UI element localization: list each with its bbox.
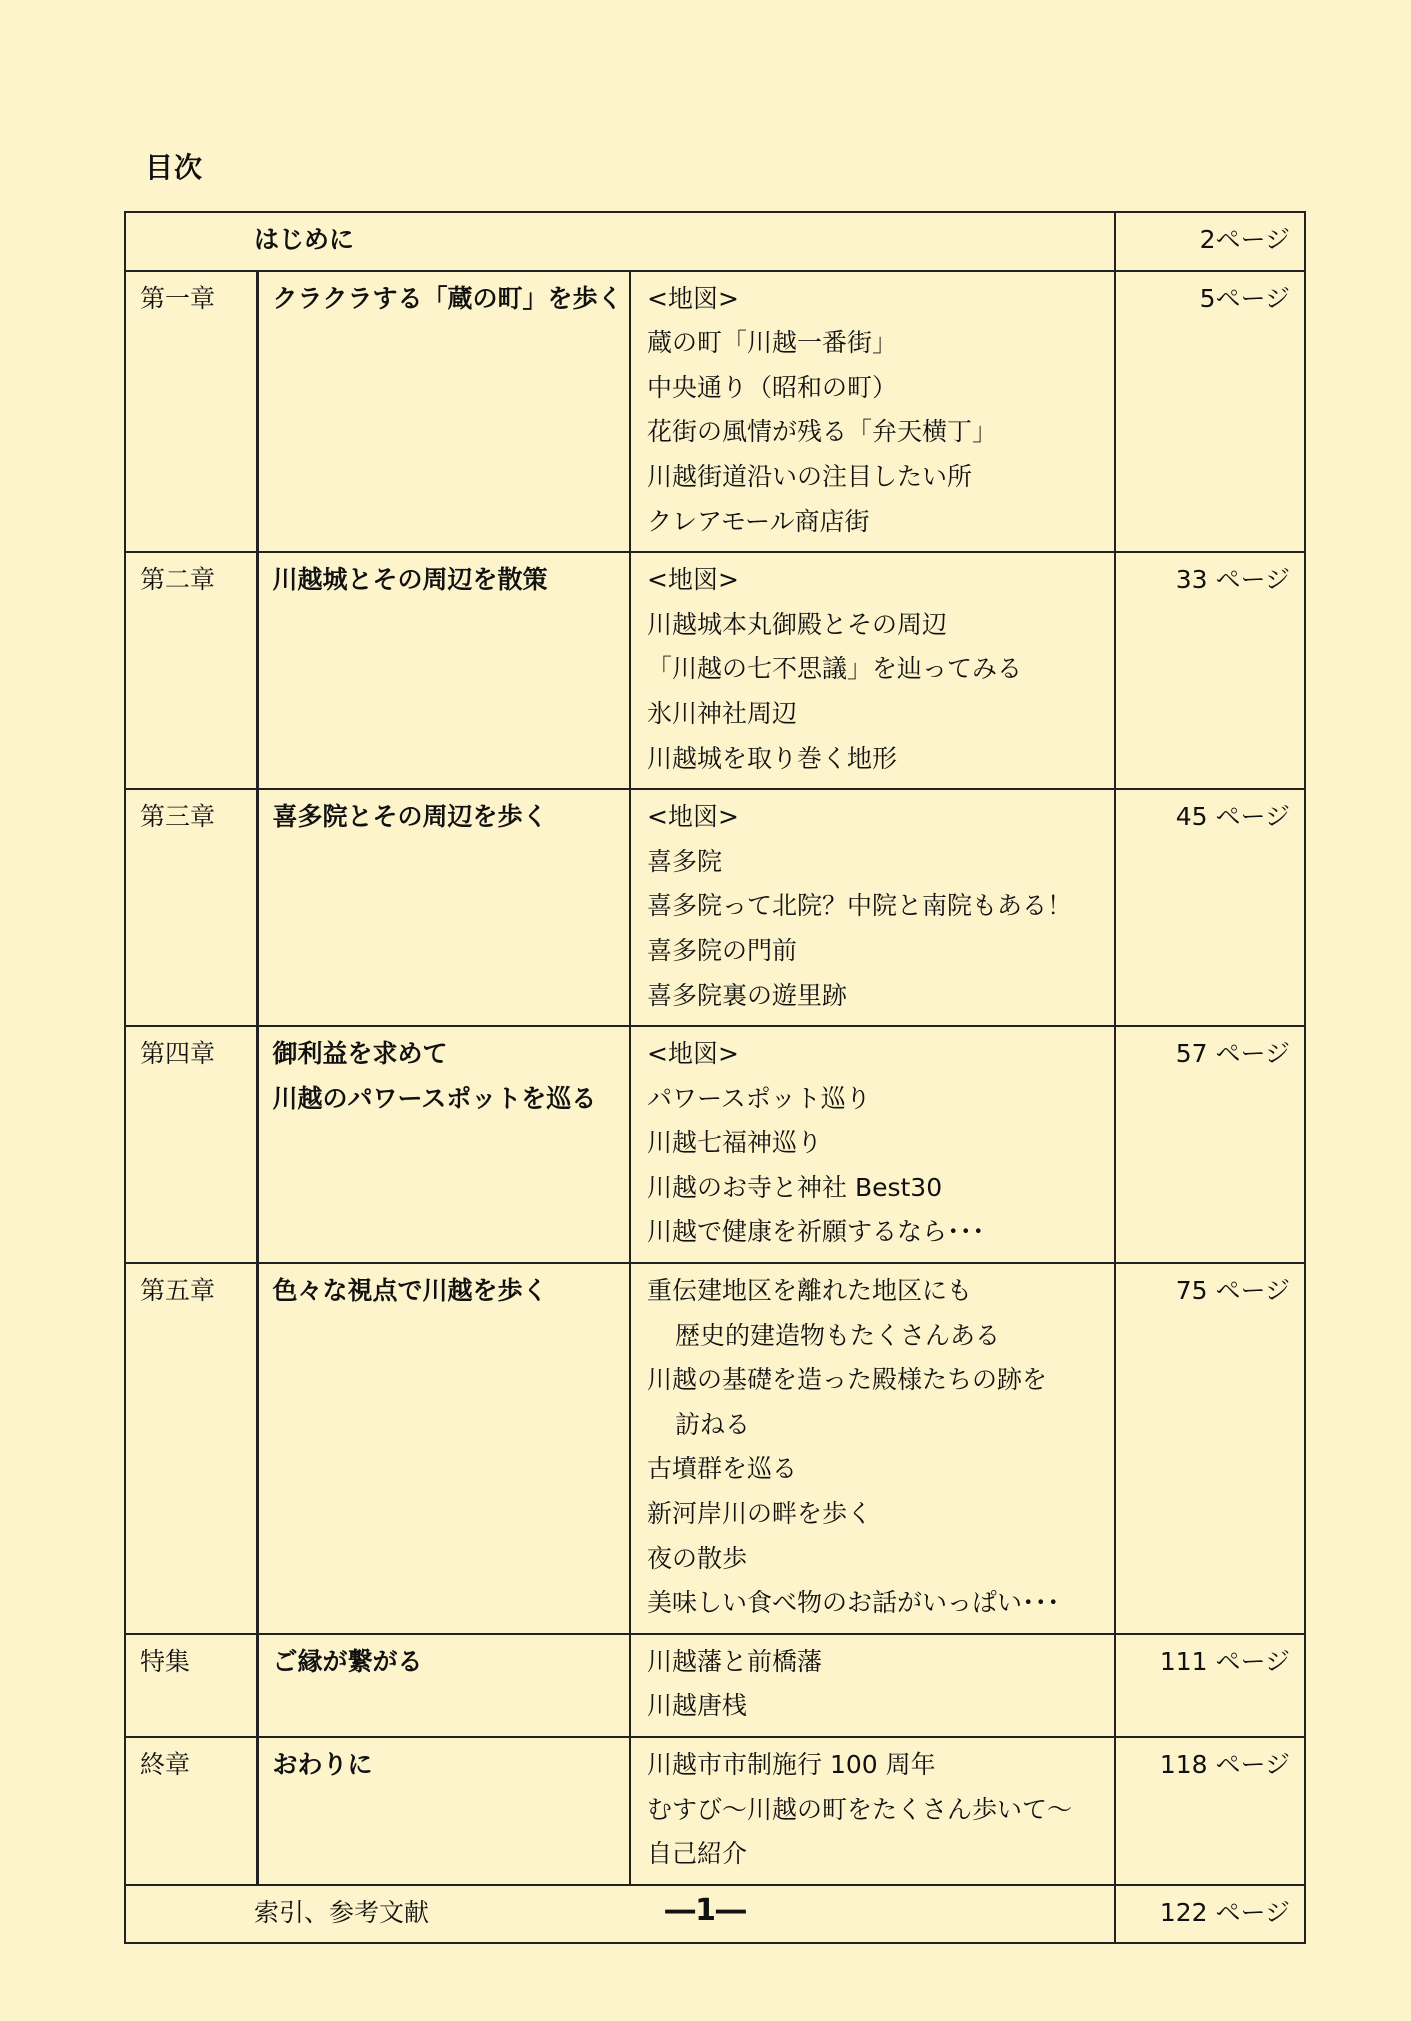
toc-table <box>124 211 1306 1944</box>
chapter-item: 重伝建地区を離れた地区にも <box>647 1276 973 1306</box>
chapter-page: 45 ページ <box>1115 789 1305 1026</box>
chapter-item: 蔵の町「川越一番街」 <box>647 328 898 358</box>
chapter-title <box>257 552 630 789</box>
chapter-items <box>630 789 1115 1026</box>
chapter-item: 川越七福神巡り <box>647 1128 823 1158</box>
chapter-item: クレアモール商店街 <box>647 506 870 536</box>
chapter-label: 第二章 <box>125 552 257 789</box>
chapter-items <box>630 1737 1115 1885</box>
chapter-item: 喜多院の門前 <box>647 935 798 965</box>
chapter-item: 氷川神社周辺 <box>647 698 798 728</box>
chapter-item: むすび～川越の町をたくさん歩いて～ <box>647 1794 1073 1824</box>
intro-page: 2ページ <box>1115 212 1305 271</box>
toc-row-chapter <box>125 1737 1305 1885</box>
index-page: 122 ページ <box>1115 1885 1305 1944</box>
chapter-title-line: クラクラする「蔵の町」を歩く <box>272 283 623 313</box>
chapter-title-line: 川越城とその周辺を散策 <box>272 565 548 595</box>
chapter-item: 川越の基礎を造った殿様たちの跡を <box>647 1365 1048 1395</box>
chapter-item: <地図> <box>647 283 739 313</box>
chapter-items <box>630 1263 1115 1634</box>
chapter-item: 川越藩と前橋藩 <box>647 1646 823 1676</box>
chapter-label: 第五章 <box>125 1263 257 1634</box>
chapter-page: 33 ページ <box>1115 552 1305 789</box>
chapter-item: 川越のお寺と神社 Best30 <box>647 1172 943 1202</box>
chapter-title-line: 川越のパワースポットを巡る <box>272 1083 597 1113</box>
toc-row-intro <box>125 212 1305 271</box>
chapter-item: 「川越の七不思議」を辿ってみる <box>647 654 1023 684</box>
chapter-title-line: ご縁が繋がる <box>272 1646 423 1676</box>
chapter-item: 川越で健康を祈願するなら･･･ <box>647 1217 985 1247</box>
chapter-label: 特集 <box>125 1634 257 1737</box>
page-title: 目次 <box>145 151 204 184</box>
intro-title: はじめに <box>125 212 1115 271</box>
chapter-title-line: おわりに <box>272 1750 373 1779</box>
chapter-item: <地図> <box>647 802 739 832</box>
toc-row-chapter <box>125 552 1305 789</box>
toc-row-chapter <box>125 789 1305 1026</box>
chapter-item: 川越市市制施行 100 周年 <box>647 1750 936 1779</box>
chapter-title <box>257 789 630 1026</box>
chapter-page: 118 ページ <box>1115 1737 1305 1885</box>
chapter-page: 57 ページ <box>1115 1026 1305 1263</box>
chapter-item: <地図> <box>647 1039 739 1069</box>
chapter-title-line: 色々な視点で川越を歩く <box>272 1276 548 1306</box>
index-title: 索引、参考文献 <box>125 1885 1115 1944</box>
chapter-label: 終章 <box>125 1737 257 1885</box>
chapter-items <box>630 271 1115 553</box>
chapter-item: 自己紹介 <box>647 1839 748 1869</box>
chapter-item: 川越城本丸御殿とその周辺 <box>647 609 948 639</box>
chapter-items <box>630 552 1115 789</box>
chapter-title <box>257 1634 630 1737</box>
chapter-label: 第一章 <box>125 271 257 553</box>
chapter-item: 古墳群を巡る <box>647 1454 798 1484</box>
chapter-item: <地図> <box>647 565 739 595</box>
chapter-item: 川越唐桟 <box>647 1691 748 1721</box>
chapter-item: 川越城を取り巻く地形 <box>647 743 898 773</box>
chapter-item: パワースポット巡り <box>647 1083 871 1113</box>
chapter-item: 中央通り（昭和の町） <box>647 372 898 402</box>
chapter-item: 喜多院裏の遊里跡 <box>647 980 848 1010</box>
chapter-title <box>257 1737 630 1885</box>
chapter-page: 5ページ <box>1115 271 1305 553</box>
toc-row-chapter <box>125 1634 1305 1737</box>
chapter-title <box>257 271 630 553</box>
chapter-item: 訪ねる <box>675 1409 751 1439</box>
page-number: ―1― <box>665 1893 746 1928</box>
chapter-title <box>257 1026 630 1263</box>
chapter-label: 第三章 <box>125 789 257 1026</box>
chapter-item: 歴史的建造物もたくさんある <box>675 1320 1001 1350</box>
toc-row-chapter <box>125 271 1305 553</box>
chapter-page: 111 ページ <box>1115 1634 1305 1737</box>
chapter-item: 夜の散歩 <box>647 1543 748 1573</box>
chapter-page: 75 ページ <box>1115 1263 1305 1634</box>
toc-row-chapter <box>125 1026 1305 1263</box>
chapter-title-line: 喜多院とその周辺を歩く <box>272 802 548 832</box>
chapter-item: 川越街道沿いの注目したい所 <box>647 461 973 491</box>
chapter-title-line: 御利益を求めて <box>272 1039 448 1069</box>
chapter-item: 喜多院って北院？中院と南院もある！ <box>647 891 1073 921</box>
chapter-items <box>630 1026 1115 1263</box>
chapter-item: 花街の風情が残る「弁天横丁」 <box>647 417 998 447</box>
chapter-item: 美味しい食べ物のお話がいっぱい･･･ <box>647 1588 1060 1618</box>
chapter-item: 新河岸川の畔を歩く <box>647 1499 873 1529</box>
toc-row-chapter <box>125 1263 1305 1634</box>
chapter-items <box>630 1634 1115 1737</box>
chapter-item: 喜多院 <box>647 846 723 876</box>
chapter-title <box>257 1263 630 1634</box>
chapter-label: 第四章 <box>125 1026 257 1263</box>
